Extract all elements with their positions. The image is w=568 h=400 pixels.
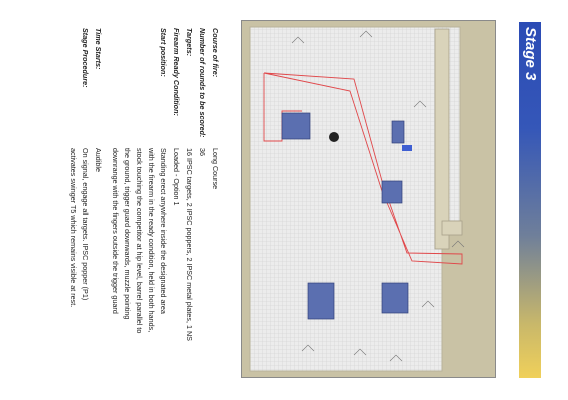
target-stand-icon [308,283,334,319]
start-position-row [160,28,167,77]
stage-diagram-svg [242,21,495,377]
start-position-line-3: stock touching the competitor at hip level, barrel parallel to [135,148,144,334]
target-stand-icon [282,113,310,139]
time-starts-value: Audible [94,148,103,172]
start-position-line-4-wrap [124,148,131,319]
ready-condition-label: Firearm Ready Condition: [172,28,181,116]
start-position-line-4: the ground, trigger guard downwards, muzzle pointing [123,148,132,320]
start-position-line-5-wrap [112,148,119,314]
start-position-line-1: Standing erect anywhere inside the designated area [159,148,168,314]
ready-condition-row [173,28,180,116]
rounds-row [199,28,206,137]
partition-wall-end [442,221,462,235]
metal-plate-icon [402,145,412,151]
targets-value-wrap [186,148,193,341]
start-position-label: Start position: [159,28,168,77]
stage-procedure-label: Stage Procedure: [81,28,90,88]
stage-procedure-row [82,28,89,88]
start-position-line-1-wrap [160,148,167,314]
course-of-fire-value-wrap [212,148,219,189]
target-stand-icon [392,121,404,143]
rounds-label: Number of rounds to be scored: [198,28,207,138]
start-position-line-3-wrap [136,148,143,333]
partition-wall [435,29,449,249]
barrel-icon [329,132,339,142]
stage-title: Stage 3 [522,27,539,81]
stage-diagram [241,20,496,378]
start-position-line-5: downrange with the fingers outside the trigger guard [111,148,120,314]
stage-procedure-line-1-wrap [82,148,89,300]
course-of-fire-label: Course of fire: [211,28,220,78]
ready-condition-value: Loaded - Option 1 [172,148,181,206]
course-of-fire-value: Long Course [211,148,220,190]
course-of-fire-row [212,28,219,77]
targets-row [186,28,193,56]
stage-procedure-line-1: On signal, engage all targets. IPSC popper (P1) [81,148,90,301]
target-stand-icon [382,283,408,313]
start-position-line-2: with the firearm in the ready condition, held in both hands, [147,148,156,333]
rounds-value-wrap [199,148,206,156]
stage-procedure-line-2: activates swinger T5 which remains visible at rest. [69,148,78,308]
ready-condition-value-wrap [173,148,180,206]
start-position-line-2-wrap [148,148,155,332]
targets-value: 16 IPSC targets, 2 IPSC poppers, 2 IPSC metal plates, 1 NS [185,148,194,341]
targets-label: Targets: [185,28,194,57]
time-starts-label: Time Starts: [94,28,103,70]
stage-procedure-line-2-wrap [70,148,77,307]
target-stand-icon [382,181,402,203]
time-starts-row [95,28,102,69]
floor-area [250,27,460,371]
time-starts-value-wrap [95,148,102,172]
rounds-value: 36 [198,148,207,156]
